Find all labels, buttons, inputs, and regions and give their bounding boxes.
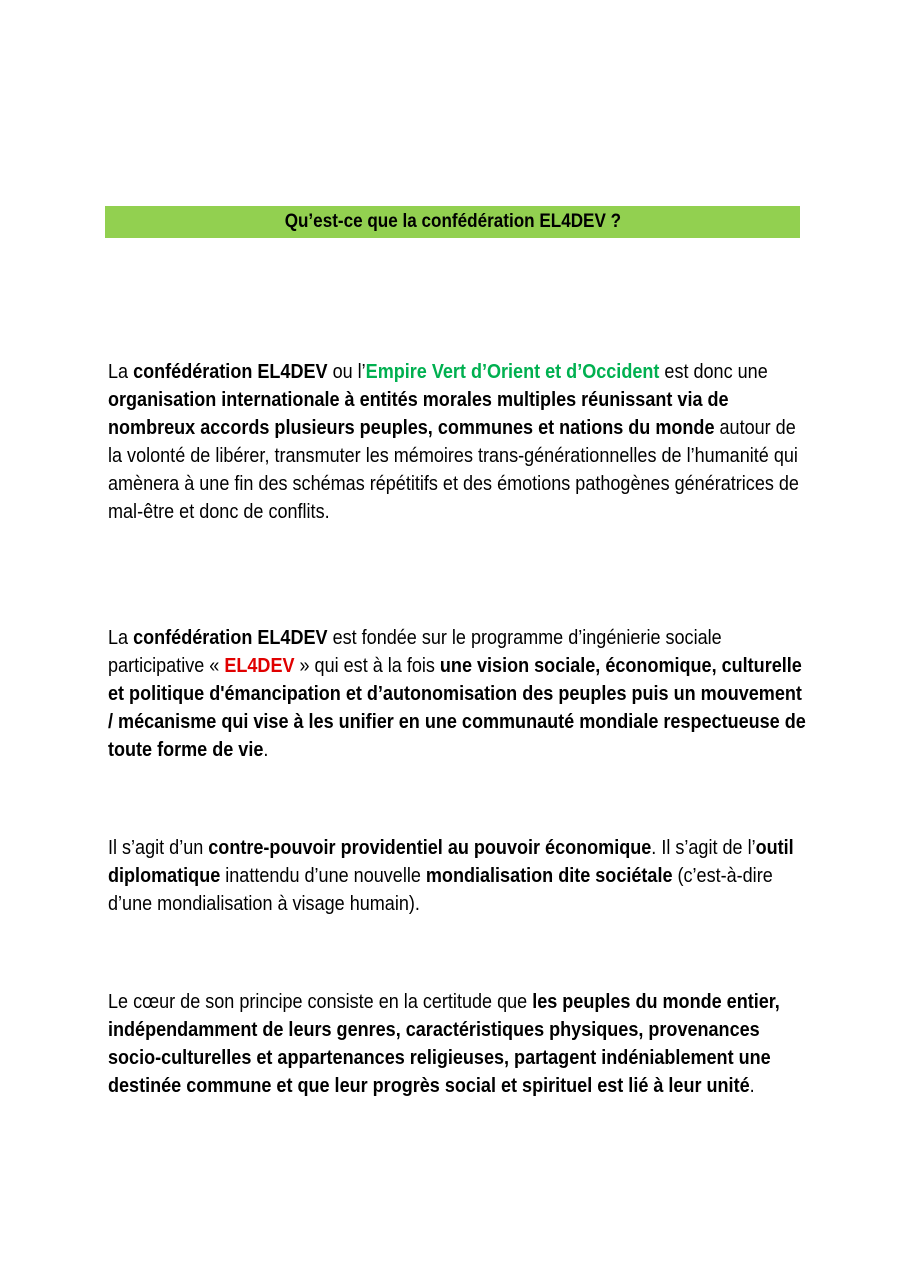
- bold-segment: les peuples du monde entier, indépendamment de leurs genres, caractéristiques physiques, provenances socio-culturelles et appartenances religieuses, partagent indéniablement une destinée commune et que leur progrès social et spirituel est lié à leur unité: [108, 990, 780, 1097]
- green-highlight-segment: Empire Vert d’Orient et d’Occident: [365, 360, 660, 383]
- paragraph-definition: [108, 358, 808, 526]
- text-segment: est fondée sur le programme d’ingénierie sociale participative «: [108, 626, 722, 677]
- bold-segment: confédération EL4DEV: [133, 626, 328, 649]
- bold-segment: mondialisation dite sociétale: [425, 864, 673, 887]
- paragraph-principle: [108, 988, 808, 1100]
- bold-segment: une vision sociale, économique, culturelle et politique d'émancipation et d’autonomisation des peuples puis un mouvement / mécanisme qui vise à les unifier en une communauté mondiale respectueuse de toute forme de vie: [108, 654, 806, 761]
- text-segment: inattendu d’une nouvelle: [220, 864, 426, 887]
- title-banner: [105, 206, 800, 238]
- text-segment: La: [108, 626, 134, 649]
- bold-segment: contre-pouvoir providentiel au pouvoir économique: [208, 836, 652, 859]
- red-highlight-segment: EL4DEV: [224, 654, 295, 677]
- text-segment: autour de la volonté de libérer, transmuter les mémoires trans-générationnelles de l’humanité qui amènera à une fin des schémas répétitifs et des émotions pathogènes génératrices de mal-être et donc de conflits.: [108, 416, 799, 523]
- paragraph-counter-power: [108, 834, 808, 918]
- text-segment: Le cœur de son principe consiste en la certitude que: [108, 990, 533, 1013]
- text-segment: Il s’agit d’un: [108, 836, 209, 859]
- text-segment: . Il s’agit de l’: [651, 836, 756, 859]
- paragraph-foundation: [108, 624, 808, 764]
- text-segment: (c’est-à-dire d’une mondialisation à visage humain).: [108, 864, 773, 915]
- text-segment: est donc une: [659, 360, 768, 383]
- text-segment: » qui est à la fois: [294, 654, 440, 677]
- bold-segment: outil diplomatique: [108, 836, 794, 887]
- bold-segment: confédération EL4DEV: [133, 360, 328, 383]
- text-segment: La: [108, 360, 134, 383]
- text-segment: .: [749, 1074, 755, 1097]
- text-segment: ou l’: [327, 360, 366, 383]
- page-title: Qu’est-ce que la confédération EL4DEV ?: [284, 211, 621, 232]
- bold-segment: organisation internationale à entités morales multiples réunissant via de nombreux accords plusieurs peuples, communes et nations du monde: [108, 388, 729, 439]
- text-segment: .: [263, 738, 269, 761]
